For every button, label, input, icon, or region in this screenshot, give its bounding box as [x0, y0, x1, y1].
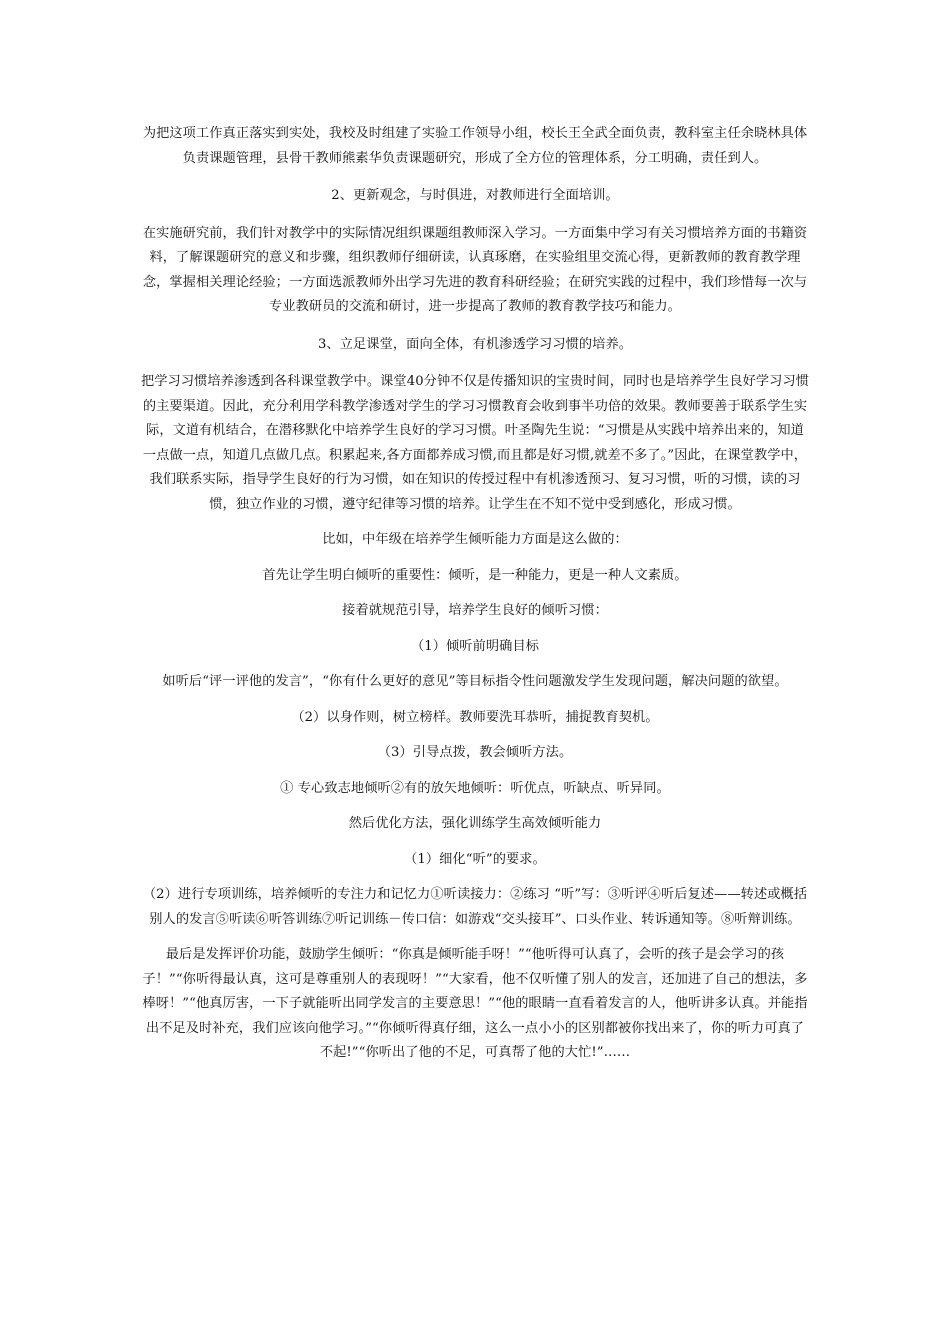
item-refine-requirements: （1）细化“听”的要求。: [404, 851, 546, 867]
paragraph-habit-cultivation: 把学习习惯培养渗透到各科课堂教学中。课堂40分钟不仅是传播知识的宝贵时间，同时也是培养学生良好学习习惯的主要渠道。因此，充分利用学科教学渗透对学生的学习习惯教育会收到事半功倍的效果。教师要善于联系学生实际，文道有机结合，在潜移默化中培养学生良好的学习习惯。叶圣陶先生说：“习惯是从实践中培养出来的，知道一点做一点，知道几点做几点。积累起来,各方面都养成习惯,而且都是好习惯,就差不多了。”因此，在课堂教学中，我们联系实际，指导学生良好的行为习惯，如在知识的传授过程中有机渗透预习、复习习惯，听的习惯，读的习惯，独立作业的习惯，遵守纪律等习惯的培养。让学生在不知不觉中受到感化，形成习惯。: [140, 374, 810, 512]
paragraph-teacher-training: 在实施研究前，我们针对教学中的实际情况组织课题组教师深入学习。一方面集中学习有关习惯培养方面的书籍资料，了解课题研究的意义和步骤，组织教师仔细研读，认真琢磨，在实验组里交流心得，更新教师的教育教学理念，掌握相关理论经验；一方面选派教师外出学习先进的教育科研经验；在研究实践的过程中，我们珍惜每一次与专业教研员的交流和研讨，进一步提高了教师的教育教学技巧和能力。: [142, 225, 808, 314]
paragraph-management-team: 为把这项工作真正落实到实处，我校及时组建了实验工作领导小组，校长王全武全面负责，教科室主任余晓林具体负责课题管理，县骨干教师熊素华负责课题研究，形成了全方位的管理体系，分工明确，责任到人。: [142, 126, 808, 166]
item-clear-goals: （1）倾听前明确目标: [410, 638, 540, 654]
document-body: [140, 122, 810, 1066]
paragraph-evaluation: 最后是发挥评价功能，鼓励学生倾听：“你真是倾听能手呀！”“他听得可认真了，会听的孩子是会学习的孩子！”“你听得最认真，这可是尊重别人的表现呀！”“大家看，他不仅听懂了别人的发言，还加进了自己的想法，多棒呀！”“他真厉害，一下子就能听出同学发言的主要意思！”“他的眼睛一直看着发言的人，他听讲多认真。并能指出不足及时补充，我们应该向他学习。”“你倾听得真仔细，这么一点小小的区别都被你找出来了，你的听力可真了不起!”“你听出了他的不足，可真帮了他的大忙!”……: [142, 947, 808, 1060]
heading-update-concepts: 2、更新观念，与时俱进，对教师进行全面培训。: [331, 188, 619, 203]
heading-classroom-focus: 3、立足课堂，面向全体，有机渗透学习习惯的培养。: [317, 336, 633, 352]
paragraph-listening-importance: 首先让学生明白倾听的重要性：倾听，是一种能力，更是一种人文素质。: [262, 567, 688, 583]
item-listening-methods: （3）引导点拨，教会倾听方法。: [377, 745, 573, 760]
paragraph-example-intro: 比如，中年级在培养学生倾听能力方面是这么做的：: [322, 532, 628, 547]
item-focused-listening: ① 专心致志地倾听②有的放矢地倾听：听优点，听缺点、听异同。: [280, 780, 670, 796]
item-lead-by-example: （2）以身作则，树立榜样。教师要洗耳恭听，捕捉教育契机。: [291, 709, 659, 725]
paragraph-goal-example: 如听后“评一评他的发言”，“你有什么更好的意见”等目标指令性问题激发学生发现问题，解决问题的欲望。: [162, 674, 788, 689]
paragraph-special-training: （2）进行专项训练，培养倾听的专注力和记忆力①听读接力：②练习 “听”写：③听评④听后复述——转述或概括别人的发言⑤听读⑥听答训练⑦听记训练－传口信：如游戏“交头接耳”、口头作业、转诉通知等。⑧听辩训练。: [142, 887, 808, 927]
paragraph-optimize-methods: 然后优化方法，强化训练学生高效倾听能力: [348, 816, 602, 831]
paragraph-guidance: 接着就规范引导，培养学生良好的倾听习惯：: [342, 603, 608, 618]
